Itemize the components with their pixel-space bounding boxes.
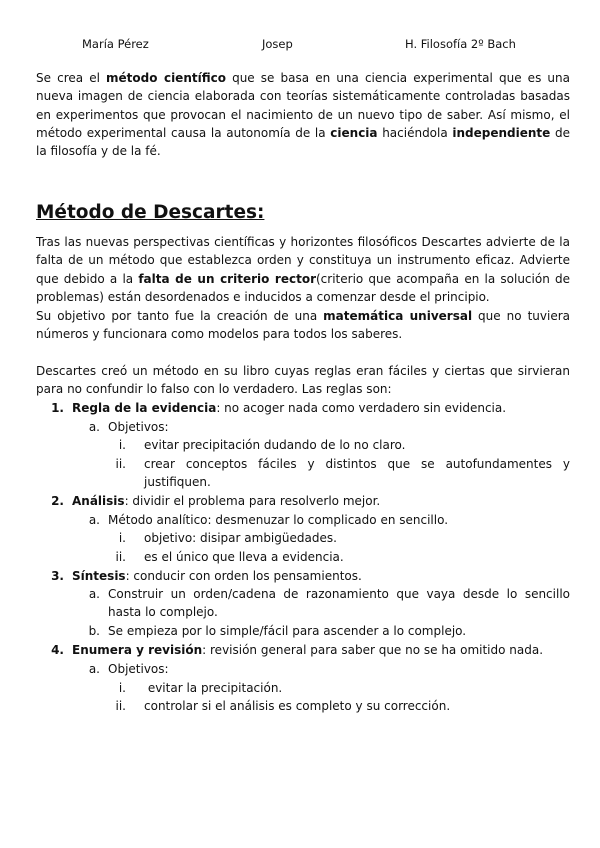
p1-bold-criterio: falta de un criterio rector	[138, 271, 316, 286]
rule-3-title: Síntesis	[72, 569, 126, 583]
rule-2-item-a-ii-marker: ii.	[115, 550, 126, 564]
intro-text-2: que se basa en una ciencia experimental que es una nueva imagen de ciencia elaborada con teorías sistemáticamente controladas basadas en experimentos que provocan el nacimiento de un nuevo tipo de saber. Así mismo, el método experimental causa la autonomía de la	[36, 71, 570, 140]
rule-3-item-a-marker: a.	[88, 587, 100, 601]
rule-2-item-a-i-text: objetivo: disipar ambigüedades.	[144, 531, 337, 545]
p1-text-1: Tras las nuevas perspectivas científicas y horizontes filosóficos Descartes advierte de la falta de un método que establezca orden y constituya un instrumento eficaz. Advierte que debido a la	[36, 235, 570, 286]
header-author: María Pérez	[82, 37, 149, 51]
rule-4-item-a-marker: a.	[88, 662, 100, 676]
p2-bold-matematica: matemática universal	[323, 309, 473, 323]
rule-1-desc: : no acoger nada como verdadero sin evidencia.	[216, 401, 507, 415]
rule-4-item-a-i-text: evitar la precipitación.	[144, 681, 283, 695]
rule-3-text	[72, 567, 572, 585]
rule-1-item-a-ii-marker: ii.	[115, 457, 126, 471]
intro-paragraph	[36, 69, 570, 160]
rule-4-number: 4.	[51, 643, 64, 657]
rule-3-desc: : conducir con orden los pensamientos.	[125, 569, 362, 583]
rule-1-item-a-i-text: evitar precipitación dudando de lo no claro.	[144, 438, 406, 452]
rule-4-desc: : revisión general para saber que no se ha omitido nada.	[202, 643, 544, 657]
intro-text-1: Se crea el	[36, 71, 107, 85]
rule-2-title: Análisis	[72, 494, 125, 508]
intro-text-3: haciéndola	[377, 125, 453, 140]
rule-2-item-a-i-marker: i.	[118, 531, 126, 545]
rule-4-item-a-i-marker: i.	[118, 681, 126, 695]
header-course: H. Filosofía 2º Bach	[405, 37, 516, 51]
paragraph-3: Descartes creó un método en su libro cuyas reglas eran fáciles y ciertas que sirvieran para no confundir lo falso con lo verdadero. Las reglas son:	[36, 364, 570, 397]
rule-2-item-a-marker: a.	[88, 513, 100, 527]
intro-bold-independiente: independiente	[452, 125, 551, 140]
rule-2-desc: : dividir el problema para resolverlo mejor.	[124, 494, 381, 508]
p2-text-2: que no tuviera números y funcionara como modelos para todos los saberes.	[36, 309, 570, 342]
rule-4-item-a-ii-text: controlar si el análisis es completo y su corrección.	[144, 699, 451, 713]
intro-bold-ciencia: ciencia	[330, 125, 378, 140]
rule-3-item-b-marker: b.	[88, 624, 100, 638]
rule-4-item-a-text: Objetivos:	[108, 662, 169, 676]
paragraph-2	[36, 307, 570, 344]
rule-3-item-b-text: Se empieza por lo simple/fácil para ascender a lo complejo.	[108, 624, 467, 638]
rule-2-item-a-ii-text: es el único que lleva a evidencia.	[144, 550, 344, 564]
rule-2-item-a-text: Método analítico: desmenuzar lo complicado en sencillo.	[108, 513, 449, 527]
rule-1-item-a-marker: a.	[88, 420, 100, 434]
rule-3-item-a-text: Construir un orden/cadena de razonamiento que vaya desde lo sencillo hasta lo complejo.	[108, 587, 570, 620]
rule-1-number: 1.	[51, 401, 64, 415]
rule-1-item-a-ii-text: crear conceptos fáciles y distintos que se autofundamentes y justifiquen.	[144, 457, 570, 490]
intro-bold-metodo: método científico	[106, 71, 226, 85]
rule-1-title: Regla de la evidencia	[72, 401, 217, 415]
rule-4-text	[72, 641, 572, 659]
intro-text-4: de la filosofía y de la fé.	[36, 125, 570, 159]
rule-4-title: Enumera y revisión	[72, 643, 203, 657]
p1-text-2: (criterio que acompaña en la solución de problemas) están desordenados e inducidos a comenzar desde el principio.	[36, 271, 570, 304]
rule-1-item-a-i-marker: i.	[118, 438, 126, 452]
paragraph-1	[36, 233, 570, 306]
header-teacher: Josep	[262, 37, 293, 51]
p2-text-1: Su objetivo por tanto fue la creación de una	[36, 309, 324, 323]
rule-2-number: 2.	[51, 494, 64, 508]
rule-1-text	[72, 399, 572, 417]
rule-2-text	[72, 492, 572, 510]
section-title: Método de Descartes:	[36, 202, 265, 223]
rule-3-number: 3.	[51, 569, 64, 583]
rule-1-item-a-text: Objetivos:	[108, 420, 169, 434]
rule-4-item-a-ii-marker: ii.	[115, 699, 126, 713]
